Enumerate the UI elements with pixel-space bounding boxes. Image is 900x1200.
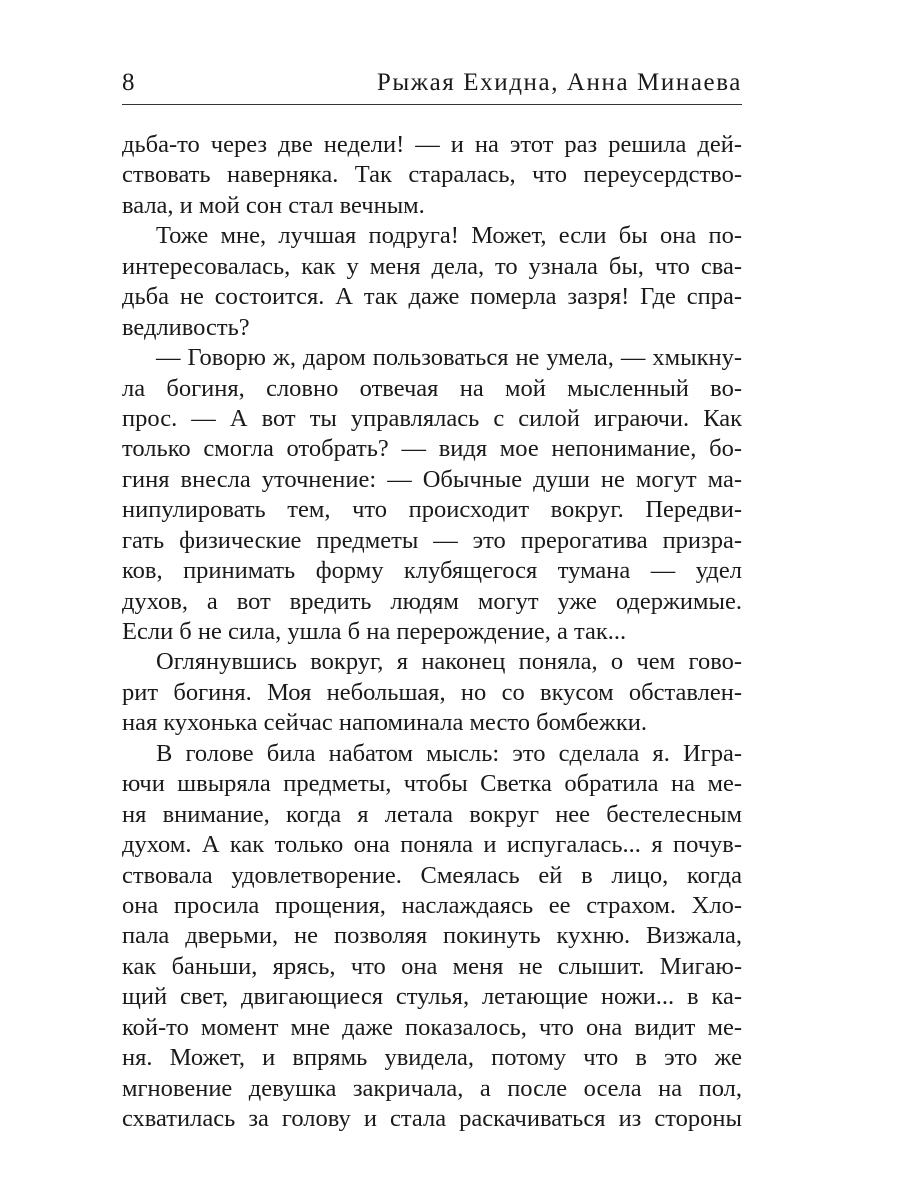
text-line: она просила прощения, наслаждаясь ее страхом. Хло-: [122, 891, 742, 919]
text-line: духов, а вот вредить людям могут уже одержимые.: [122, 587, 742, 615]
text-line: ведливость?: [122, 313, 250, 341]
text-line: Тоже мне, лучшая подруга! Может, если бы она по-: [156, 222, 742, 250]
text-line: нипулировать тем, что происходит вокруг. Передви-: [122, 496, 742, 524]
text-line: интересовалась, как у меня дела, то узнала бы, что сва-: [122, 252, 742, 280]
text-line: гать физические предметы — это прерогатива призра-: [122, 526, 742, 554]
text-line: ная кухонька сейчас напоминала место бомбежки.: [122, 709, 647, 737]
text-line: ючи швыряла предметы, чтобы Светка обратила на ме-: [122, 770, 742, 798]
text-line: прос. — А вот ты управлялась с силой играючи. Как: [122, 404, 742, 432]
text-line: ня. Может, и впрямь увидела, потому что в это же: [122, 1044, 742, 1072]
page-number: 8: [122, 69, 135, 96]
text-line: ствовала удовлетворение. Смеялась ей в лицо, когда: [122, 861, 742, 889]
text-line: дьба не состоится. А так даже померла зазря! Где спра-: [122, 283, 742, 311]
text-line: ла богиня, словно отвечая на мой мысленный во-: [122, 374, 742, 402]
text-line: Оглянувшись вокруг, я наконец поняла, о чем гово-: [156, 648, 742, 676]
text-line: только смогла отобрать? — видя мое непонимание, бо-: [122, 435, 742, 463]
text-line: мгновение девушка закричала, а после осела на пол,: [122, 1074, 742, 1102]
text-line: кой-то момент мне даже показалось, что она видит ме-: [122, 1013, 742, 1041]
text-line: как баньши, ярясь, что она меня не слышит. Мигаю-: [122, 952, 742, 980]
text-line: схватилась за голову и стала раскачиваться из стороны: [122, 1105, 742, 1132]
text-line: вала, и мой сон стал вечным.: [122, 191, 425, 219]
running-head: [122, 68, 742, 105]
text-line: ков, принимать форму клубящегося тумана — удел: [122, 557, 742, 585]
text-line: дьба-то через две недели! — и на этот раз решила дей-: [122, 131, 742, 158]
text-line: пала дверьми, не позволяя покинуть кухню. Визжала,: [122, 922, 742, 950]
text-line: гиня внесла уточнение: — Обычные души не могут ма-: [122, 465, 742, 493]
text-line: Если б не сила, ушла б на перерождение, а так...: [122, 618, 627, 645]
running-title: Рыжая Ехидна, Анна Минаева: [376, 69, 742, 96]
text-line: духом. А как только она поняла и испугалась... я почув-: [122, 831, 742, 859]
text-line: ня внимание, когда я летала вокруг нее бестелесным: [122, 800, 742, 828]
text-line: — Говорю ж, даром пользоваться не умела, — хмыкну-: [156, 344, 742, 372]
text-line: В голове била набатом мысль: это сделала я. Игра-: [156, 739, 742, 767]
body-text: [122, 130, 742, 1134]
text-line: щий свет, двигающиеся стулья, летающие ножи... в ка-: [122, 983, 742, 1011]
text-line: ствовать наверняка. Так старалась, что переусердство-: [122, 161, 742, 189]
text-line: рит богиня. Моя небольшая, но со вкусом обставлен-: [122, 678, 742, 706]
